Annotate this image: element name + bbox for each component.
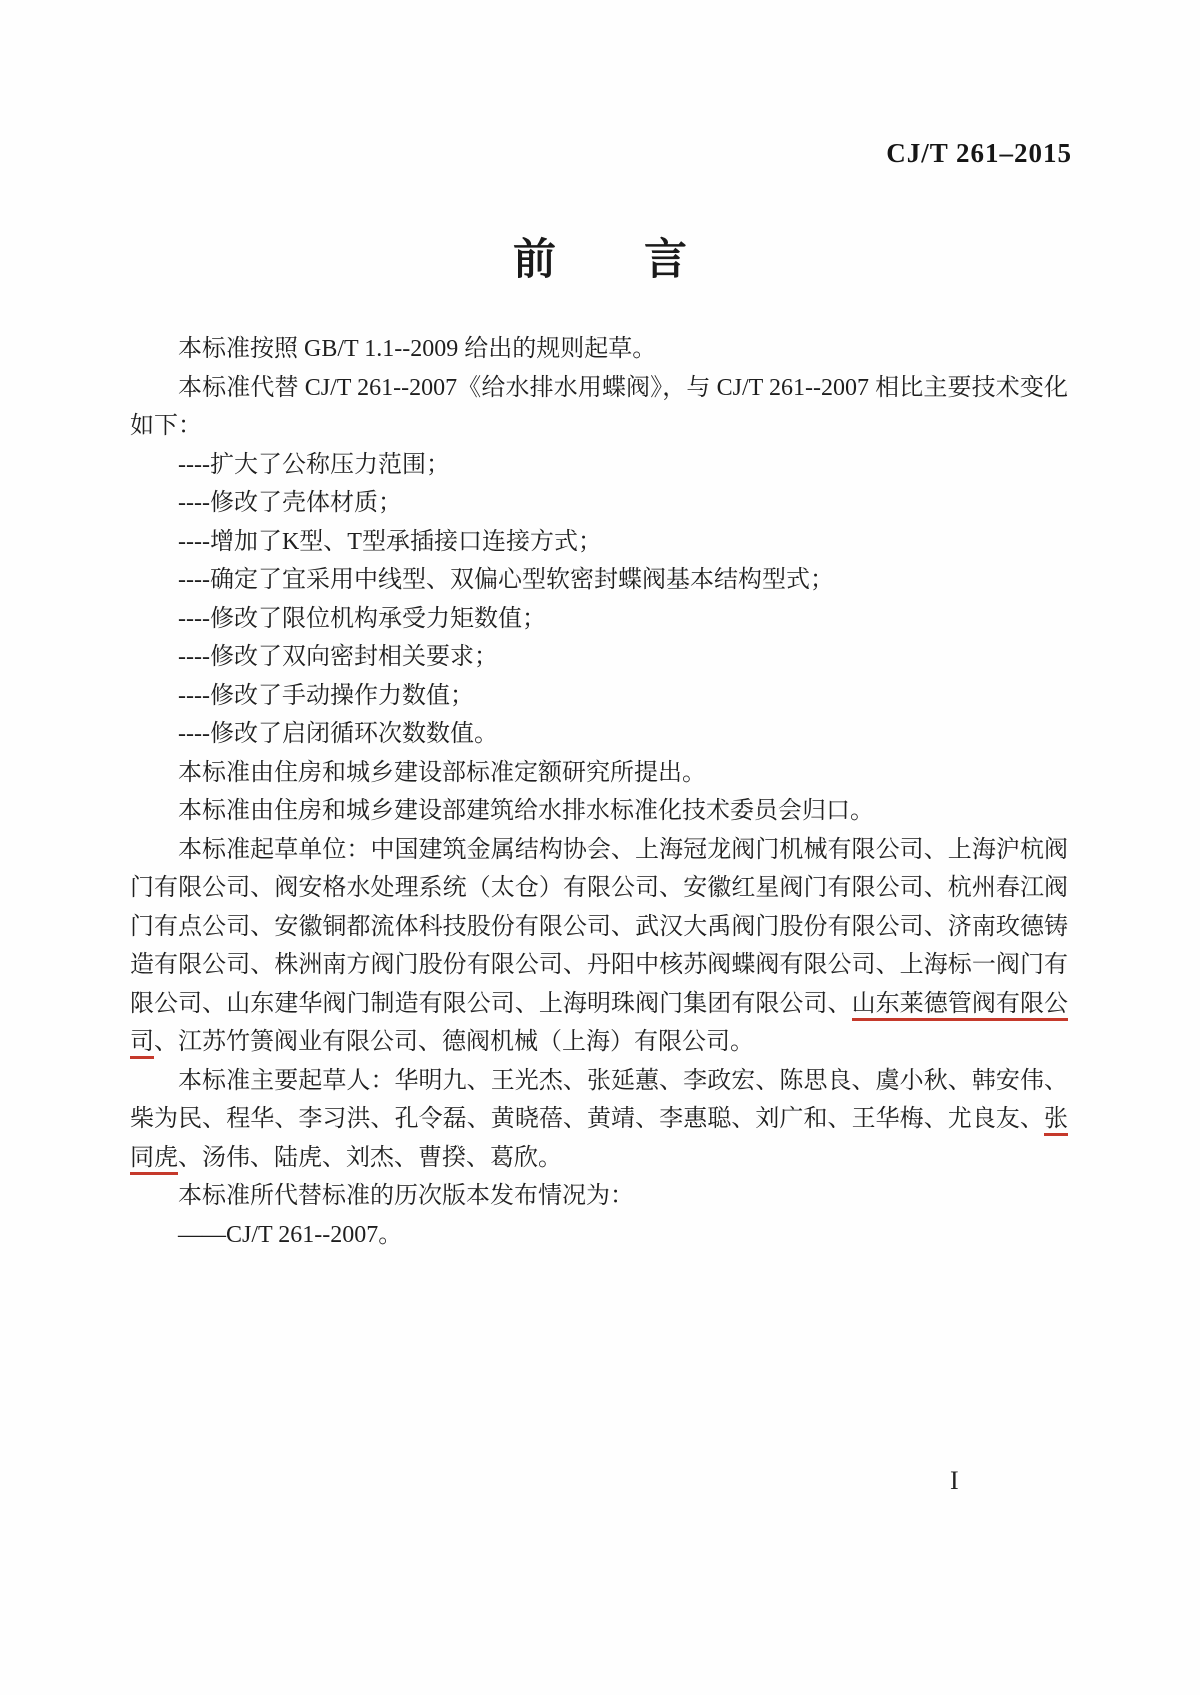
page-title-char-2: 言 xyxy=(644,237,687,284)
change-list-item: ----修改了限位机构承受力矩数值； xyxy=(178,605,546,632)
paragraph-centralized-by: 本标准由住房和城乡建设部建筑给水排水标准化技术委员会归口。 xyxy=(178,798,874,824)
drafters-text: 本标准主要起草人：华明九、王光杰、张延蕙、李政宏、陈思良、虞小秋、韩安伟、柴为民、程华、李习洪、孔令磊、黄晓蓓、黄靖、李惠聪、刘广和、王华梅、尤良友、 xyxy=(130,1067,1068,1132)
change-list-item: ----扩大了公称压力范围； xyxy=(178,451,450,478)
change-list-item: ----修改了手动操作力数值； xyxy=(178,682,474,709)
paragraph-drafting-units xyxy=(130,831,1068,1062)
paragraph-replacement: 本标准代替 CJ/T 261--2007《给水排水用蝶阀》，与 CJ/T 261--2007 相比主要技术变化如下： xyxy=(130,374,1068,439)
drafters-text: 、汤伟、陆虎、刘杰、曹揆、葛欣。 xyxy=(178,1144,562,1171)
foreword-body xyxy=(130,330,1068,1254)
change-list-item: ----修改了启闭循环次数数值。 xyxy=(178,721,498,747)
drafting-units-text: 本标准起草单位：中国建筑金属结构协会、上海冠龙阀门机械有限公司、上海沪杭阀门有限公司、阀安格水处理系统（太仓）有限公司、安徽红星阀门有限公司、杭州春江阀门有点公司、安徽铜都流体科技股份有限公司、武汉大禹阀门股份有限公司、济南玫德铸造有限公司、株洲南方阀门股份有限公司、丹阳中核苏阀蝶阀有限公司、上海标一阀门有限公司、山东建华阀门制造有限公司、上海明珠阀门集团有限公司、 xyxy=(130,836,1068,1017)
paragraph-proposed-by: 本标准由住房和城乡建设部标准定额研究所提出。 xyxy=(178,759,706,786)
page-title xyxy=(0,226,1200,287)
drafting-units-text: 、江苏竹箦阀业有限公司、德阀机械（上海）有限公司。 xyxy=(154,1029,754,1055)
doc-number: CJ/T 261–2015 xyxy=(886,138,1072,168)
change-list-item: ----修改了壳体材质； xyxy=(178,490,402,516)
change-list-item: ----修改了双向密封相关要求； xyxy=(178,644,498,670)
paragraph-previous-edition: ——CJ/T 261--2007。 xyxy=(178,1221,403,1248)
change-list-item: ----增加了K型、T型承插接口连接方式； xyxy=(178,528,602,555)
page-number: I xyxy=(950,1466,959,1495)
page-title-char-1: 前 xyxy=(513,237,556,284)
red-underline-annotation: 张同虎 xyxy=(130,1106,1068,1175)
paragraph-drafters xyxy=(130,1062,1068,1178)
paragraph-history-note: 本标准所代替标准的历次版本发布情况为： xyxy=(178,1183,634,1209)
paragraph-rule-basis: 本标准按照 GB/T 1.1--2009 给出的规则起草。 xyxy=(178,336,657,362)
red-underline-annotation: 山东莱德管阀有限公司 xyxy=(130,991,1068,1060)
change-list-item: ----确定了宜采用中线型、双偏心型软密封蝶阀基本结构型式； xyxy=(178,567,834,593)
